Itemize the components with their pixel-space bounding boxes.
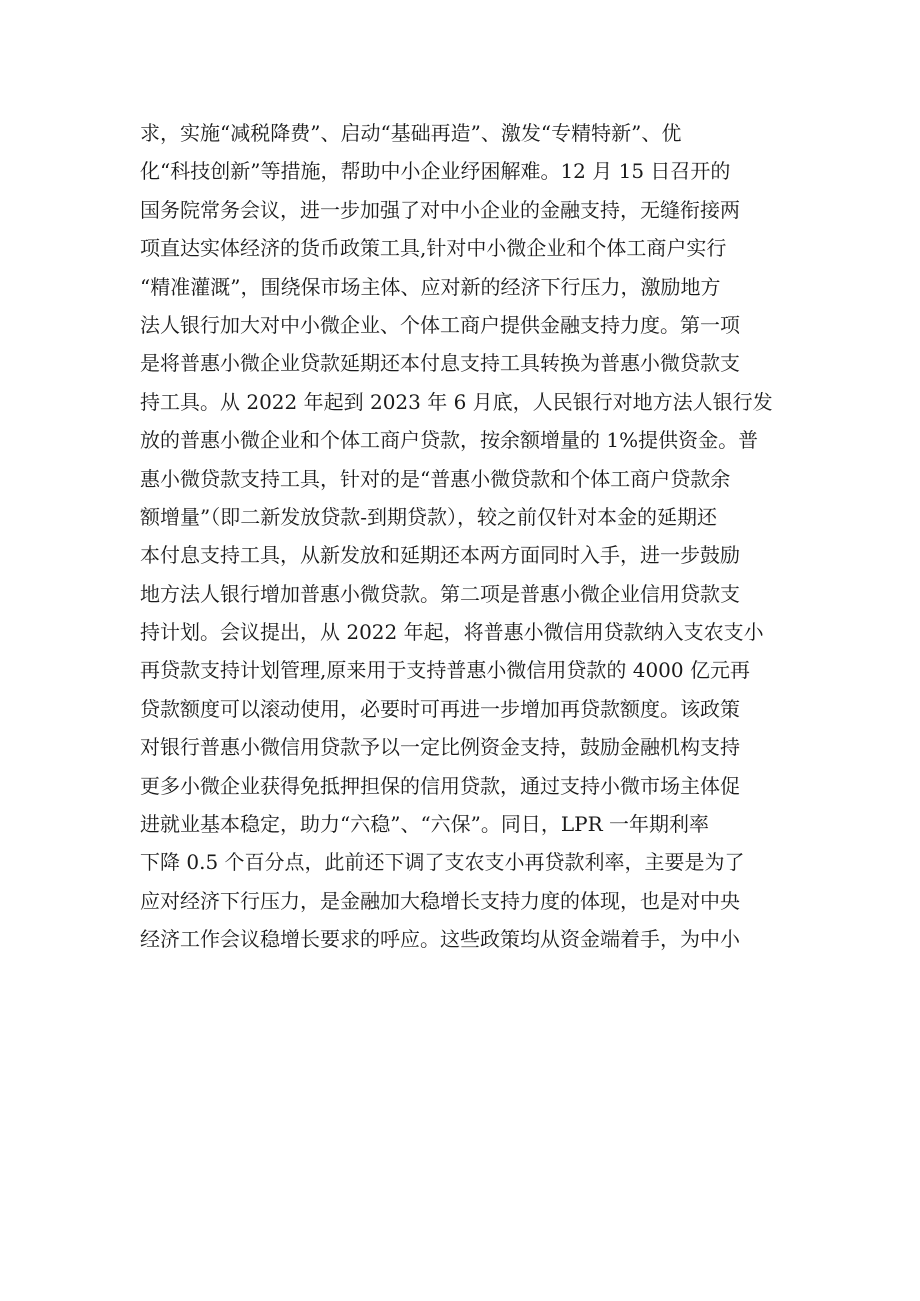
text-line: 再贷款支持计划管理,原来用于支持普惠小微信用贷款的 4000 亿元再 [140, 658, 750, 683]
text-line: 贷款额度可以滚动使用，必要时可再进一步增加再贷款额度。该政策 [140, 696, 740, 721]
text-line: 持计划。会议提出，从 2022 年起，将普惠小微信用贷款纳入支农支小 [140, 620, 764, 645]
text-line: 经济工作会议稳增长要求的呼应。这些政策均从资金端着手，为中小 [140, 927, 740, 952]
text-line: 进就业基本稳定，助力“六稳”、“六保”。同日，LPR 一年期利率 [140, 812, 710, 837]
text-line: 更多小微企业获得免抵押担保的信用贷款，通过支持小微市场主体促 [140, 773, 740, 798]
text-line: 地方法人银行增加普惠小微贷款。第二项是普惠小微企业信用贷款支 [140, 581, 740, 606]
text-line: 是将普惠小微企业贷款延期还本付息支持工具转换为普惠小微贷款支 [140, 351, 740, 376]
text-line: 持工具。从 2022 年起到 2023 年 6 月底，人民银行对地方法人银行发 [140, 389, 773, 414]
text-line: 对银行普惠小微信用贷款予以一定比例资金支持，鼓励金融机构支持 [140, 735, 740, 760]
text-line: 求，实施“减税降费”、启动“基础再造”、激发“专精特新”、优 [140, 121, 682, 145]
text-line: 国务院常务会议，进一步加强了对中小企业的金融支持，无缝衔接两 [140, 197, 740, 222]
text-line: 化“科技创新”等措施，帮助中小企业纾困解难。12 月 15 日召开的 [140, 159, 731, 184]
text-line: 放的普惠小微企业和个体工商户贷款，按余额增量的 1%提供资金。普 [140, 428, 759, 453]
text-line: 惠小微贷款支持工具，针对的是“普惠小微贷款和个体工商户贷款余 [140, 466, 731, 491]
text-line: 法人银行加大对中小微企业、个体工商户提供金融支持力度。第一项 [140, 312, 740, 337]
text-line: 项直达实体经济的货币政策工具,针对中小微企业和个体工商户实行 [140, 236, 727, 261]
text-line: 额增量”（即二新发放贷款-到期贷款），较之前仅针对本金的延期还 [140, 504, 717, 529]
text-line: “精准灌溉”，围绕保市场主体、应对新的经济下行压力，激励地方 [140, 274, 721, 299]
text-line: 本付息支持工具，从新发放和延期还本两方面同时入手，进一步鼓励 [140, 543, 740, 568]
text-line: 应对经济下行压力，是金融加大稳增长支持力度的体现，也是对中央 [140, 888, 740, 913]
text-line: 下降 0.5 个百分点，此前还下调了支农支小再贷款利率，主要是为了 [140, 850, 745, 875]
body-paragraph [140, 114, 780, 959]
